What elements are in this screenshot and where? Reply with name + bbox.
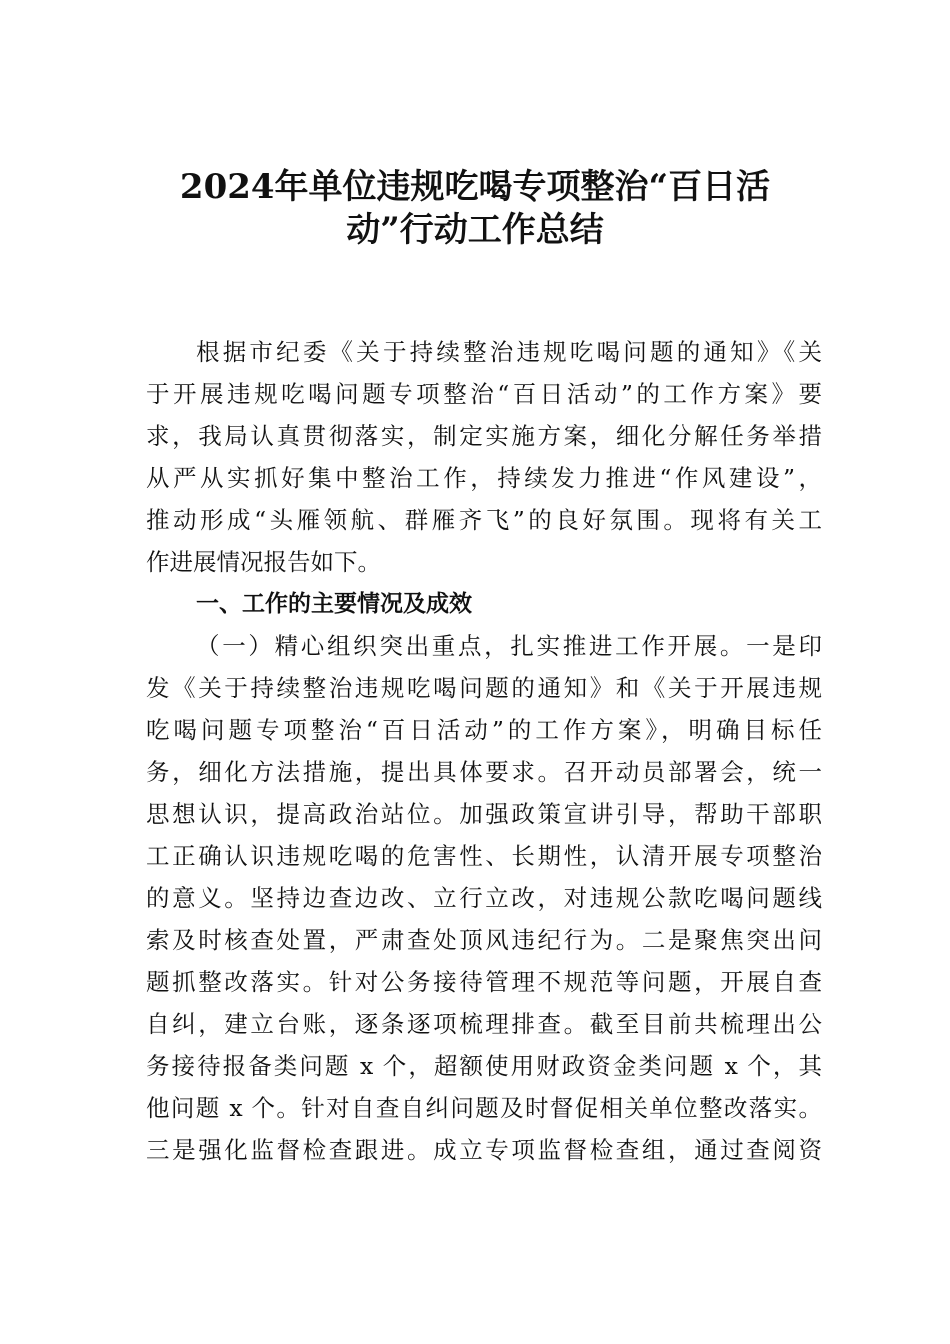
body-line: 的意义。坚持边查边改、立行立改，对违规公款吃喝问题线 bbox=[146, 884, 822, 912]
body-line: 吃喝问题专项整治“百日活动”的工作方案》，明确目标任 bbox=[146, 716, 822, 744]
document-title-line-2: 动”行动工作总结 bbox=[346, 210, 604, 250]
body-line: 自纠，建立台账，逐条逐项梳理排查。截至目前共梳理出公 bbox=[146, 1010, 822, 1038]
intro-line: 推动形成“头雁领航、群雁齐飞”的良好氛围。现将有关工 bbox=[146, 506, 822, 534]
intro-line: 于开展违规吃喝问题专项整治“百日活动”的工作方案》要 bbox=[146, 380, 822, 408]
intro-line: 根据市纪委《关于持续整治违规吃喝问题的通知》《关 bbox=[196, 338, 822, 366]
body-line: 索及时核查处置，严肃查处顶风违纪行为。二是聚焦突出问 bbox=[146, 926, 822, 954]
document-title-line-1: 2024年单位违规吃喝专项整治“百日活 bbox=[179, 167, 771, 207]
body-line: 务，细化方法措施，提出具体要求。召开动员部署会，统一 bbox=[146, 758, 822, 786]
body-line: 务接待报备类问题 x 个，超额使用财政资金类问题 x 个，其 bbox=[146, 1052, 822, 1080]
body-line: 题抓整改落实。针对公务接待管理不规范等问题，开展自查 bbox=[146, 968, 822, 996]
intro-line: 从严从实抓好集中整治工作，持续发力推进“作风建设”， bbox=[146, 464, 822, 492]
body-line: 三是强化监督检查跟进。成立专项监督检查组，通过查阅资 bbox=[146, 1136, 822, 1164]
section-heading: 一、工作的主要情况及成效 bbox=[196, 591, 472, 617]
body-line: （一）精心组织突出重点，扎实推进工作开展。一是印 bbox=[196, 632, 822, 660]
body-line: 工正确认识违规吃喝的危害性、长期性，认清开展专项整治 bbox=[146, 842, 822, 870]
intro-line: 作进展情况报告如下。 bbox=[146, 548, 381, 576]
body-line: 他问题 x 个。针对自查自纠问题及时督促相关单位整改落实。 bbox=[146, 1094, 822, 1122]
body-line: 发《关于持续整治违规吃喝问题的通知》和《关于开展违规 bbox=[146, 674, 822, 702]
body-line: 思想认识，提高政治站位。加强政策宣讲引导，帮助干部职 bbox=[146, 800, 822, 828]
intro-line: 求，我局认真贯彻落实，制定实施方案，细化分解任务举措 bbox=[146, 422, 822, 450]
